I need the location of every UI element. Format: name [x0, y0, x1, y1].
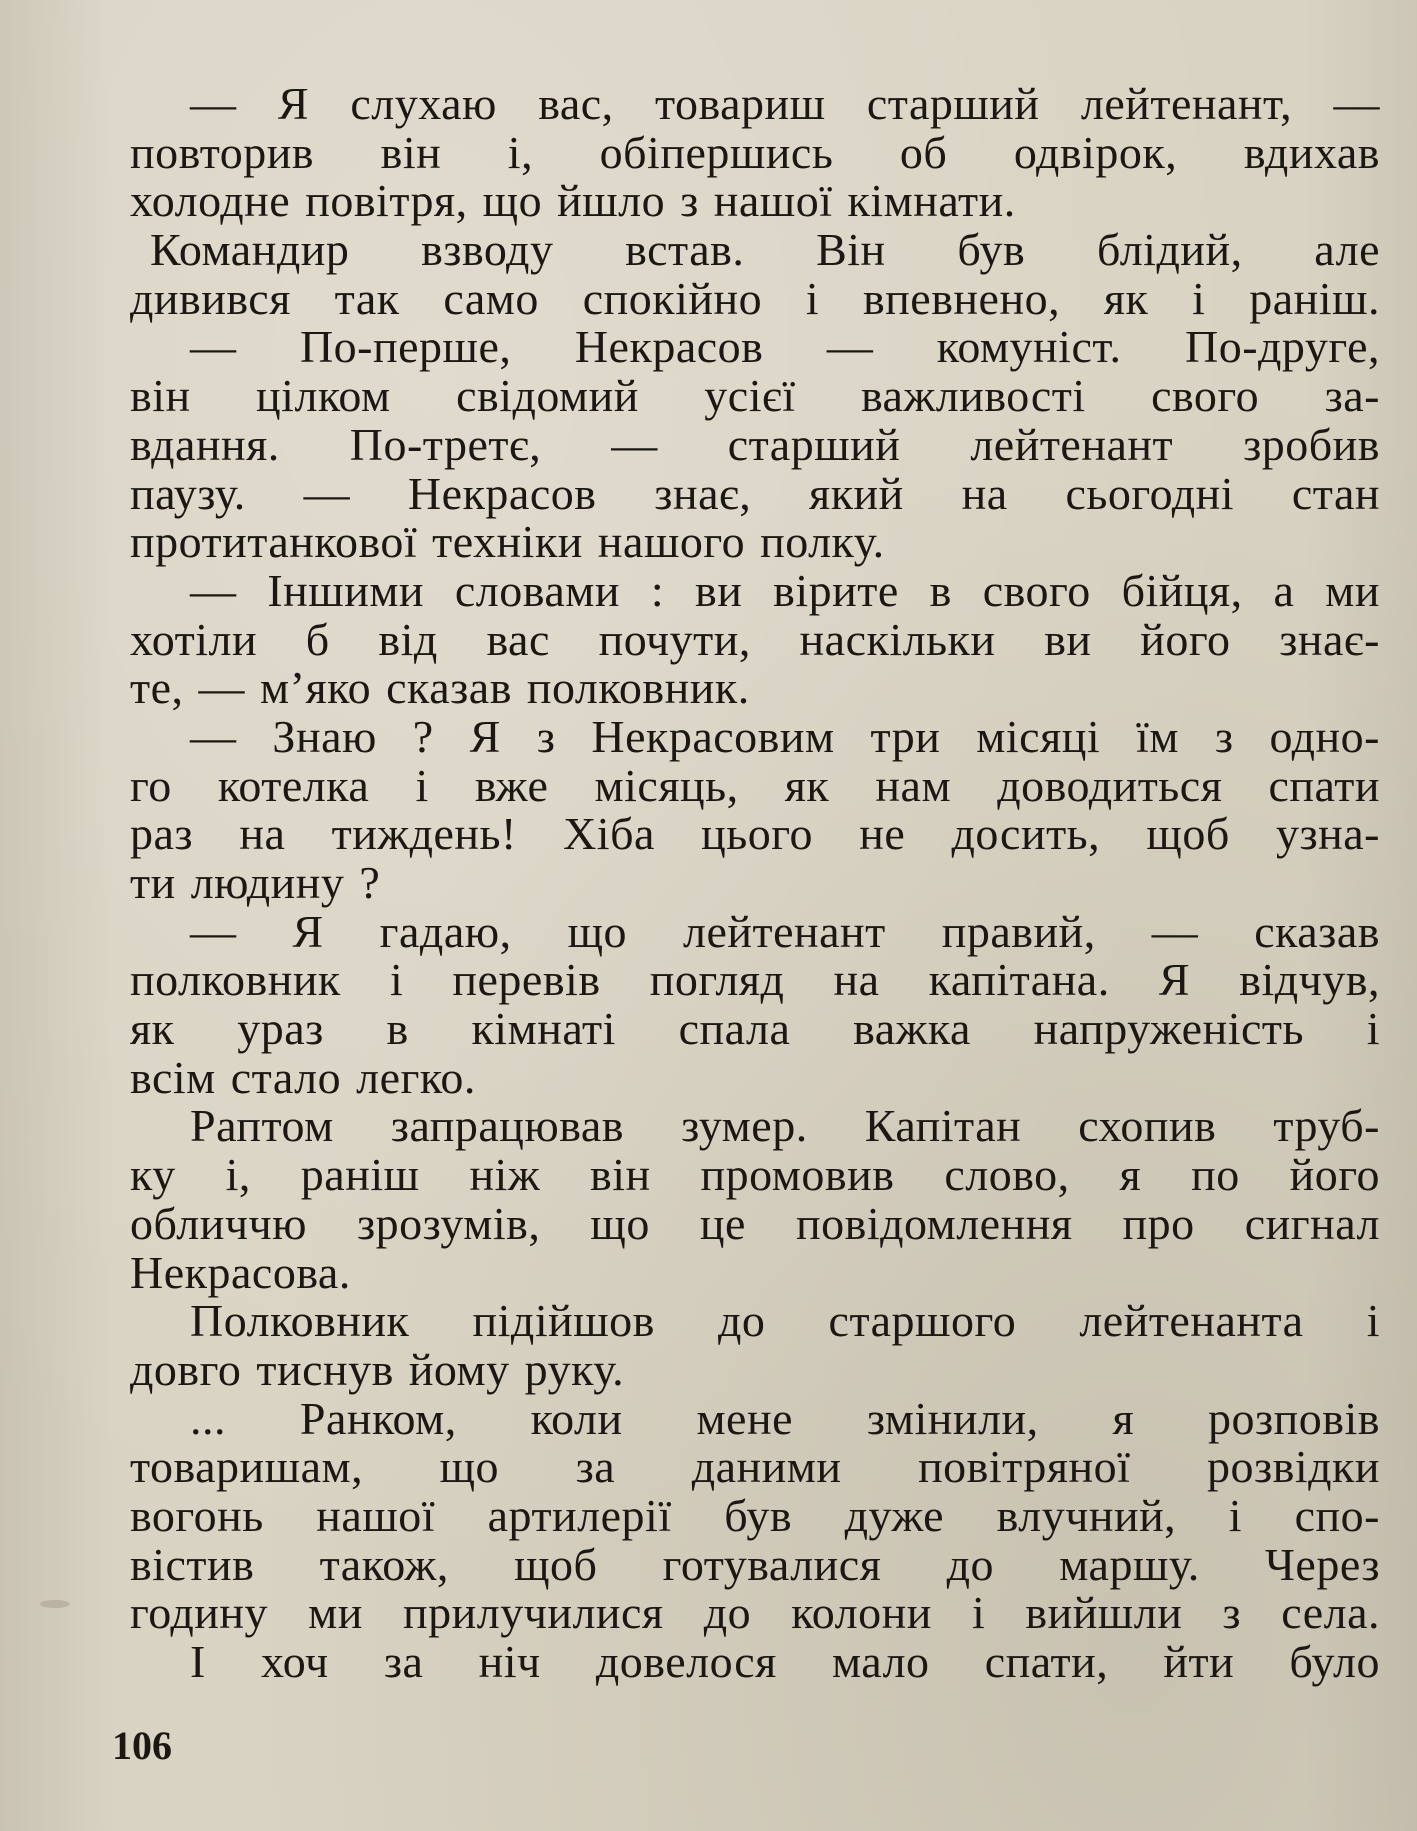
- text-line: холодне повітря, що йшло з нашої кімнати.: [130, 175, 1016, 227]
- text-line: — По-перше, Некрасов — комуніст. По-друге,: [190, 321, 1380, 373]
- text-line: товаришам, що за даними повітряної розвідки: [130, 1441, 1380, 1493]
- text-line: паузу. — Некрасов знає, який на сьогодні стан: [130, 467, 1380, 519]
- text-line: Полковник підійшов до старшого лейтенанта і: [190, 1295, 1380, 1347]
- text-line: протитанкової техніки нашого полку.: [130, 516, 885, 568]
- text-line: довго тиснув йому руку.: [130, 1343, 625, 1395]
- text-line: дивився так само спокійно і впевнено, як і раніш.: [130, 272, 1380, 324]
- text-line: Некрасова.: [130, 1246, 351, 1298]
- text-line: вістив також, щоб готувалися до маршу. Через: [130, 1538, 1380, 1590]
- body-text: [130, 80, 1380, 1687]
- text-line: хотіли б від вас почути, наскільки ви його знає-: [130, 613, 1380, 665]
- text-line: — Я слухаю вас, товариш старший лейтенант, —: [190, 78, 1380, 129]
- page-smudge: [40, 1600, 70, 1608]
- text-line: як ураз в кімнаті спала важка напруженість і: [130, 1003, 1380, 1055]
- text-line: — Іншими словами : ви вірите в свого бійця, а ми: [190, 564, 1380, 616]
- text-line: вдання. По-третє, — старший лейтенант зробив: [130, 418, 1380, 470]
- text-line: те, — м’яко сказав полковник.: [130, 662, 750, 714]
- text-line: полковник і перевів погляд на капітана. Я відчув,: [130, 954, 1380, 1006]
- text-line: І хоч за ніч довелося мало спати, йти було: [190, 1636, 1380, 1687]
- text-line: го котелка і вже місяць, як нам доводиться спати: [130, 759, 1380, 811]
- text-line: — Я гадаю, що лейтенант правий, — сказав: [190, 905, 1380, 957]
- page-number: 106: [112, 1723, 172, 1768]
- text-line: — Знаю ? Я з Некрасовим три місяці їм з одно-: [190, 710, 1380, 762]
- text-line: всім стало легко.: [130, 1051, 476, 1103]
- text-line: ти людину ?: [130, 857, 381, 908]
- text-line: раз на тиждень! Хіба цього не досить, щоб узна-: [130, 808, 1380, 860]
- text-line: Раптом запрацював зумер. Капітан схопив труб-: [190, 1100, 1380, 1152]
- text-line: він цілком свідомий усієї важливості свого за-: [130, 370, 1380, 422]
- text-line: ... Ранком, коли мене змінили, я розповів: [190, 1392, 1380, 1444]
- text-line: Командир взводу встав. Він був блідий, але: [150, 224, 1380, 276]
- text-line: повторив він і, обіпершись об одвірок, вдихав: [130, 126, 1380, 178]
- text-line: годину ми прилучилися до колони і вийшли з села.: [130, 1587, 1380, 1639]
- text-line: ку і, раніш ніж він промовив слово, я по його: [130, 1149, 1380, 1201]
- text-line: вогонь нашої артилерії був дуже влучний, і спо-: [130, 1489, 1380, 1541]
- text-line: обличчю зрозумів, що це повідомлення про сигнал: [130, 1197, 1380, 1249]
